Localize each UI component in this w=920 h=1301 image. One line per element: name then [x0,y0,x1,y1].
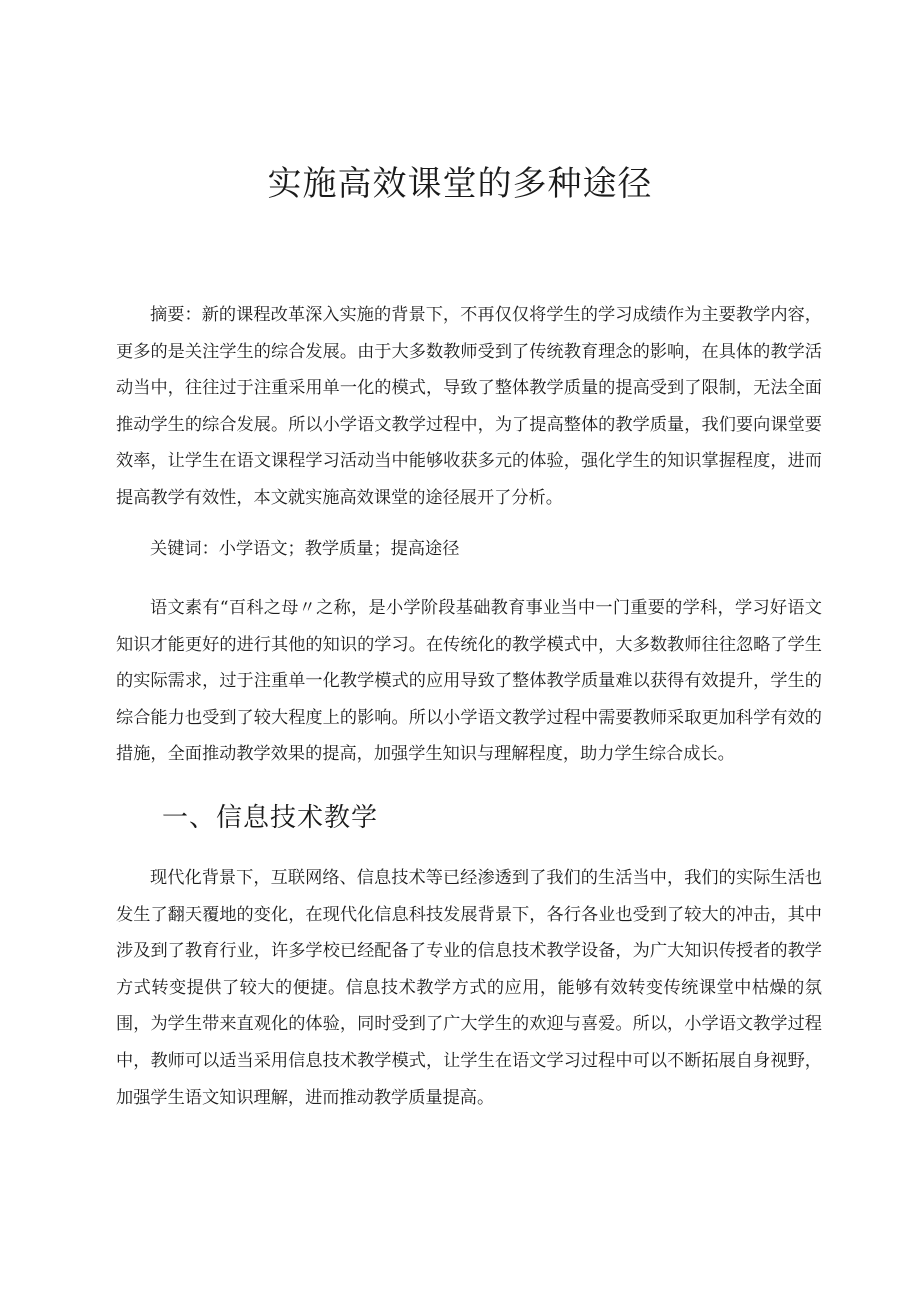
section-body-paragraph: 现代化背景下，互联网络、信息技术等已经渗透到了我们的生活当中，我们的实际生活也发生了翻天覆地的变化，在现代化信息科技发展背景下，各行各业也受到了较大的冲击，其中涉及到了教育行业，许多学校已经配备了专业的信息技术教学设备，为广大知识传授者的教学方式转变提供了较大的便捷。信息技术教学方式的应用，能够有效转变传统课堂中枯燥的氛围，为学生带来直观化的体验，同时受到了广大学生的欢迎与喜爱。所以，小学语文教学过程中，教师可以适当采用信息技术教学模式，让学生在语文学习过程中可以不断拓展自身视野，加强学生语文知识理解，进而推动教学质量提高。 [116,868,822,1108]
document-title: 实施高效课堂的多种途径 [267,164,653,204]
keywords-line: 关键词：小学语文；教学质量；提高途径 [150,539,460,559]
abstract-paragraph: 摘要：新的课程改革深入实施的背景下，不再仅仅将学生的学习成绩作为主要教学内容，更多的是关注学生的综合发展。由于大多数教师受到了传统教育理念的影响，在具体的教学活动当中，往往过于注重采用单一化的模式，导致了整体教学质量的提高受到了限制，无法全面推动学生的综合发展。所以小学语文教学过程中，为了提高整体的教学质量，我们要向课堂要效率，让学生在语文课程学习活动当中能够收获多元的体验，强化学生的知识掌握程度，进而提高教学有效性，本文就实施高效课堂的途径展开了分析。 [116,305,822,508]
section-heading: 一、信息技术教学 [162,803,379,833]
intro-paragraph: 语文素有“百科之母〃之称，是小学阶段基础教育事业当中一门重要的学科，学习好语文知识才能更好的进行其他的知识的学习。在传统化的教学模式中，大多数教师往往忽略了学生的实际需求，过于注重单一化教学模式的应用导致了整体教学质量难以获得有效提升，学生的综合能力也受到了较大程度上的影响。所以小学语文教学过程中需要教师采取更加科学有效的措施，全面推动教学效果的提高，加强学生知识与理解程度，助力学生综合成长。 [116,598,822,765]
